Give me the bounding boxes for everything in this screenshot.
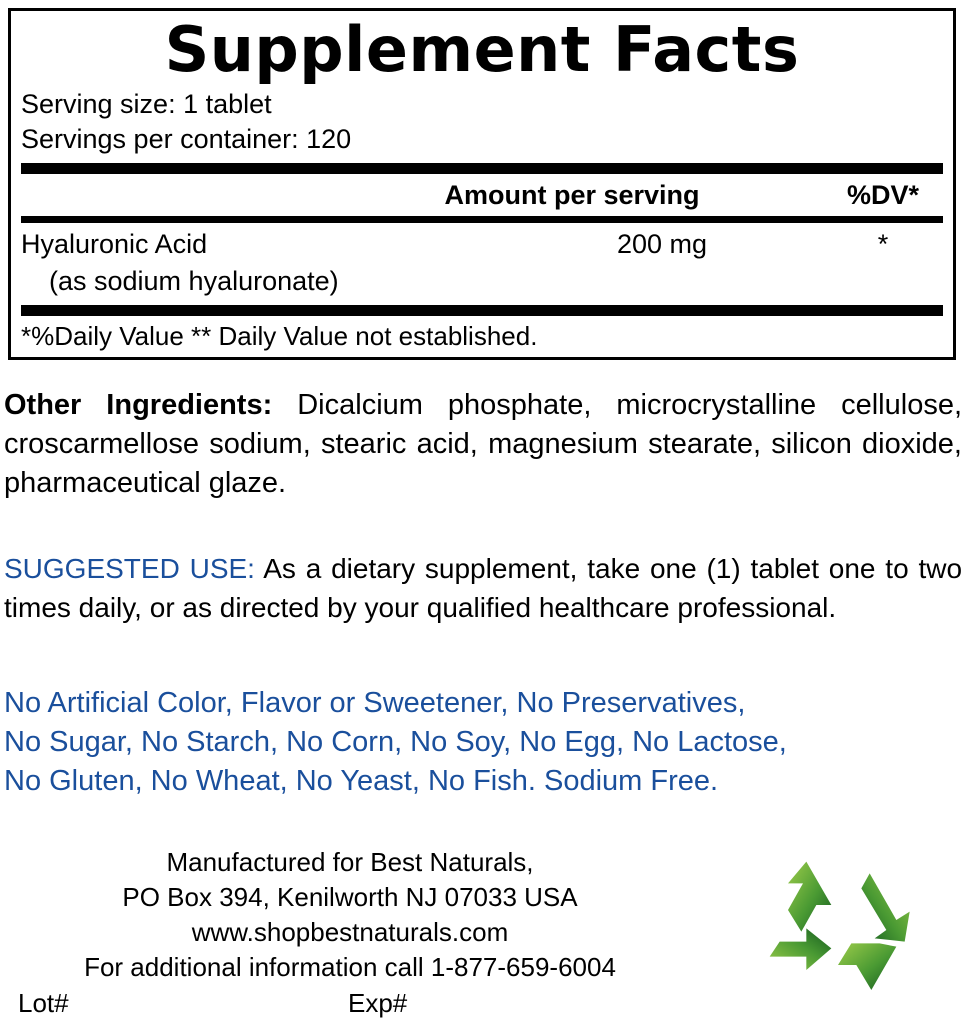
- other-ingredients-label: Other Ingredients:: [4, 389, 273, 421]
- footer-line-manufacturer: Manufactured for Best Naturals,: [166, 847, 534, 877]
- footer-line-phone: For additional information call 1-877-659-6004: [84, 952, 616, 982]
- page-title: Supplement Facts: [164, 13, 800, 86]
- free-from-line-1: No Artificial Color, Flavor or Sweetener, No Preservatives,: [4, 687, 746, 719]
- free-from-claims: [4, 684, 962, 801]
- recycle-icon: [748, 855, 928, 1005]
- supplement-facts-panel: [8, 8, 956, 360]
- column-header-dv: %DV*: [846, 180, 920, 210]
- exp-date-field: Exp#: [348, 988, 408, 1018]
- nutrient-dv: *: [877, 229, 889, 259]
- footer-line-address: PO Box 394, Kenilworth NJ 07033 USA: [122, 882, 578, 912]
- nutrient-subname: (as sodium hyaluronate): [49, 266, 339, 296]
- divider-thick-bottom: [21, 305, 943, 316]
- servings-per-container: Servings per container: 120: [21, 124, 352, 154]
- lot-number-field: Lot#: [18, 988, 69, 1018]
- divider-medium: [21, 216, 943, 223]
- other-ingredients-text: Dicalcium phosphate, microcrystalline cellulose, croscarmellose sodium, stearic acid, magnesium stearate, silicon dioxide, pharmaceutical glaze.: [4, 389, 963, 499]
- nutrient-name: Hyaluronic Acid: [21, 229, 208, 259]
- table-row: [21, 223, 943, 264]
- suggested-use-block: [4, 549, 962, 627]
- serving-size: Serving size: 1 tablet: [21, 89, 272, 119]
- manufacturer-footer: [0, 845, 700, 1021]
- table-header-row: [21, 174, 943, 216]
- daily-value-footnote: *%Daily Value ** Daily Value not established.: [21, 321, 538, 351]
- footer-line-website[interactable]: www.shopbestnaturals.com: [191, 917, 509, 947]
- free-from-line-2: No Sugar, No Starch, No Corn, No Soy, No Egg, No Lactose,: [4, 726, 787, 758]
- other-ingredients-block: [4, 386, 962, 503]
- suggested-use-text: As a dietary supplement, take one (1) tablet one to two times daily, or as directed by your qualified healthcare professional.: [4, 553, 963, 623]
- suggested-use-label: SUGGESTED USE:: [4, 553, 255, 584]
- free-from-line-3: No Gluten, No Wheat, No Yeast, No Fish. Sodium Free.: [4, 765, 719, 797]
- nutrient-amount: 200 mg: [616, 229, 708, 259]
- column-header-amount: Amount per serving: [444, 180, 700, 210]
- divider-thick-top: [21, 163, 943, 174]
- lot-exp-row: [0, 986, 700, 1021]
